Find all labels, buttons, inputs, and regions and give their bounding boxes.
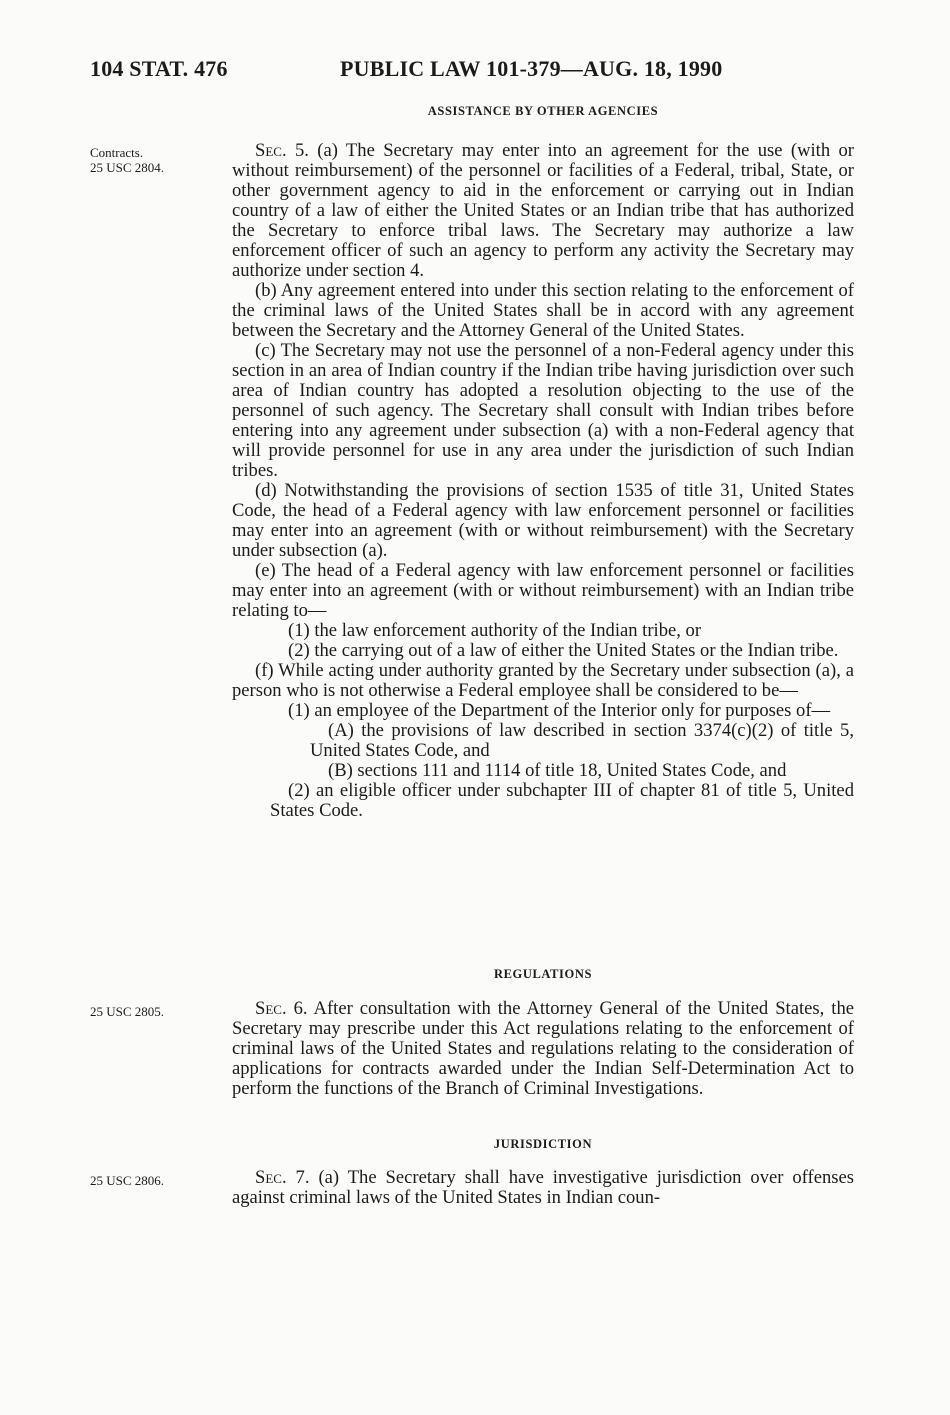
section-7-body (232, 1168, 854, 1208)
section-5-body (232, 141, 854, 821)
section-5-paragraph-fB: (B) sections 111 and 1114 of title 18, United States Code, and (328, 760, 787, 781)
section-6-label: Sec. 6. (255, 998, 308, 1019)
section-5-paragraph-f1: (1) an employee of the Department of the Interior only for purposes of— (288, 700, 831, 721)
section-5-paragraph-fA: (A) the provisions of law described in section 3374(c)(2) of title 5, United States Code, and (310, 720, 854, 761)
section-5-label: Sec. 5. (255, 140, 309, 161)
section-6-paragraph (232, 999, 854, 1099)
section-6-body (232, 999, 854, 1099)
section-5-paragraph-e2: (2) the carrying out of a law of either the United States or the Indian tribe. (288, 640, 839, 661)
margin-usc-2806: 25 USC 2806. (90, 1173, 165, 1188)
public-law-title: PUBLIC LAW 101-379—AUG. 18, 1990 (340, 56, 723, 81)
section-5-heading: ASSISTANCE BY OTHER AGENCIES (427, 104, 659, 118)
section-5-paragraph-f: (f) While acting under authority granted by the Secretary under subsection (a), a person who is not otherwise a Federal employee shall be considered to be— (232, 660, 854, 701)
section-6-heading: REGULATIONS (493, 967, 593, 981)
section-7-paragraph (232, 1168, 854, 1208)
section-7-heading: JURISDICTION (493, 1137, 593, 1151)
section-5-paragraph-e1: (1) the law enforcement authority of the Indian tribe, or (288, 620, 702, 641)
section-6-text: After consultation with the Attorney General of the United States, the Secretary may prescribe under this Act regulations relating to the enforcement of criminal laws of the United States and regulations relating to the consideration of applications for contracts awarded under the Indian Self-Determination Act to perform the functions of the Branch of Criminal Investigations. (232, 998, 855, 1099)
section-5-paragraph-d: (d) Notwithstanding the provisions of section 1535 of title 31, United States Code, the head of a Federal agency with law enforcement personnel or facilities may enter into an agreement (with or without reimbursement) with the Secretary under subsection (a). (232, 480, 854, 561)
section-5-paragraph-c: (c) The Secretary may not use the personnel of a non-Federal agency under this section in an area of Indian country if the Indian tribe having jurisdiction over such area of Indian country has adopted a resolution objecting to the use of the personnel of such agency. The Secretary shall consult with Indian tribes before entering into any agreement under subsection (a) with a non-Federal agency that will provide personnel for use in any area under the jurisdiction of such Indian tribes. (232, 340, 854, 481)
section-5-paragraph-b: (b) Any agreement entered into under this section relating to the enforcement of the criminal laws of the United States shall be in accord with any agreement between the Secretary and the Attorney General of the United States. (232, 280, 854, 341)
margin-usc-2805: 25 USC 2805. (90, 1004, 165, 1019)
section-7-text: (a) The Secretary shall have investigative jurisdiction over offenses against criminal laws of the United States in Indian coun- (232, 1167, 854, 1208)
margin-usc-2804: 25 USC 2804. (90, 160, 165, 175)
section-5-margin-note (90, 145, 164, 175)
statute-page-number: 104 STAT. 476 (90, 56, 228, 81)
section-5-paragraph-e: (e) The head of a Federal agency with law enforcement personnel or facilities may enter into an agreement (with or without reimbursement) with an Indian tribe relating to— (232, 560, 854, 621)
section-5-a-text: (a) The Secretary may enter into an agreement for the use (with or without reimbursement) of the personnel or facilities of a Federal, tribal, State, or other government agency to aid in the enforcement or carrying out in Indian country of a law of either the United States or an Indian tribe that has authorized the Secretary to enforce tribal laws. The Secretary may authorize a law enforcement officer of such an agency to perform any activity the Secretary may authorize under section 4. (232, 140, 854, 281)
section-5-paragraph-a (232, 141, 854, 281)
margin-contracts: Contracts. (90, 145, 144, 160)
section-5-paragraph-f2: (2) an eligible officer under subchapter III of chapter 81 of title 5, United States Code. (270, 780, 854, 821)
section-7-label: Sec. 7. (255, 1167, 310, 1188)
